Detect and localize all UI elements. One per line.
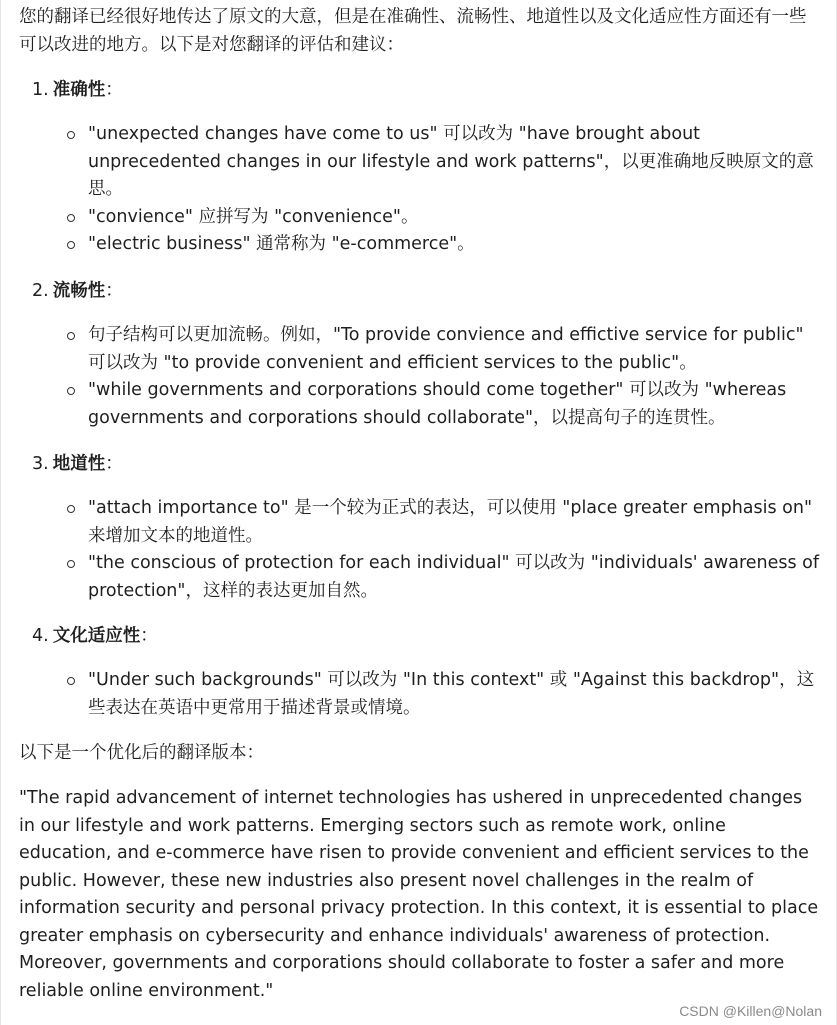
section-idiomaticity bbox=[32, 450, 822, 605]
list-item-text: 句子结构可以更加流畅。例如，"To provide convience and effictive service for public" 可以改为 "to provide convenient and efficient services to the public"。 bbox=[88, 325, 804, 373]
section-colon: ： bbox=[105, 281, 123, 301]
list-item-text: "the conscious of protection for each individual" 可以改为 "individuals' awareness of protection"，这样的表达更加自然。 bbox=[88, 553, 820, 601]
list-item-text: "attach importance to" 是一个较为正式的表达，可以使用 "place greater emphasis on" 来增加文本的地道性。 bbox=[88, 498, 813, 546]
section-number: 3. bbox=[32, 454, 49, 474]
section-number: 1. bbox=[32, 80, 49, 100]
hollow-bullet-icon bbox=[67, 677, 75, 685]
list-item-text: "unexpected changes have come to us" 可以改为 "have brought about unprecedented changes in our lifestyle and work patterns"，以更准确地反映原文的意思。 bbox=[88, 124, 814, 199]
hollow-bullet-icon bbox=[67, 560, 75, 568]
section-title: 流畅性 bbox=[52, 281, 106, 301]
list-item-text: "electric business" 通常称为 "e-commerce"。 bbox=[88, 234, 475, 254]
section-colon: ： bbox=[140, 626, 158, 646]
hollow-bullet-icon bbox=[67, 332, 75, 340]
list-item bbox=[32, 322, 822, 377]
section-heading bbox=[32, 76, 822, 104]
section-colon: ： bbox=[105, 454, 123, 474]
section-heading bbox=[32, 277, 822, 305]
optimized-translation: "The rapid advancement of internet technologies has ushered in unprecedented changes in our lifestyle and work patterns. Emerging sectors such as remote work, online education, and e-commerce have risen to provide convenient and efficient services to the public. However, these new industries also present novel challenges in the realm of information security and personal privacy protection. In this context, it is essential to place greater emphasis on cybersecurity and enhance individuals' awareness of protection. Moreover, governments and corporations should collaborate to foster a safer and more reliable online environment." bbox=[19, 788, 819, 1001]
list-item bbox=[32, 204, 822, 232]
hollow-bullet-icon bbox=[67, 505, 75, 513]
section-cultural-adaptation bbox=[32, 622, 822, 722]
section-accuracy bbox=[32, 76, 822, 259]
list-item-text: "convience" 应拼写为 "convenience"。 bbox=[88, 206, 419, 227]
bullet-list bbox=[32, 322, 822, 432]
hollow-bullet-icon bbox=[67, 131, 75, 139]
section-fluency bbox=[32, 277, 822, 432]
section-title: 文化适应性 bbox=[52, 626, 141, 646]
list-item-text: "while governments and corporations should come together" 可以改为 "whereas governments and corporations should collaborate"，以提高句子的连贯性。 bbox=[88, 380, 787, 428]
bullet-list bbox=[32, 667, 822, 722]
section-title: 准确性 bbox=[52, 80, 106, 100]
section-colon: ： bbox=[105, 80, 123, 100]
section-heading bbox=[32, 450, 822, 478]
list-item bbox=[32, 495, 822, 550]
hollow-bullet-icon bbox=[67, 241, 75, 249]
section-number: 4. bbox=[32, 626, 49, 646]
list-item bbox=[32, 231, 822, 259]
hollow-bullet-icon bbox=[67, 387, 75, 395]
intro-paragraph: 您的翻译已经很好地传达了原文的大意，但是在准确性、流畅性、地道性以及文化适应性方面还有一些可以改进的地方。以下是对您翻译的评估和建议： bbox=[19, 7, 807, 55]
section-title: 地道性 bbox=[52, 454, 106, 474]
list-item bbox=[32, 121, 822, 204]
hollow-bullet-icon bbox=[67, 214, 75, 222]
bullet-list bbox=[32, 495, 822, 605]
list-item bbox=[32, 377, 822, 432]
optimized-intro: 以下是一个优化后的翻译版本： bbox=[19, 743, 264, 763]
list-item bbox=[32, 550, 822, 605]
section-heading bbox=[32, 622, 822, 650]
list-item-text: "Under such backgrounds" 可以改为 "In this context" 或 "Against this backdrop"，这些表达在英语中更常用于描述背景或情境。 bbox=[88, 670, 815, 718]
list-item bbox=[32, 667, 822, 722]
bullet-list bbox=[32, 121, 822, 259]
section-number: 2. bbox=[32, 281, 49, 301]
watermark: CSDN @Killen@Nolan bbox=[679, 1003, 822, 1019]
